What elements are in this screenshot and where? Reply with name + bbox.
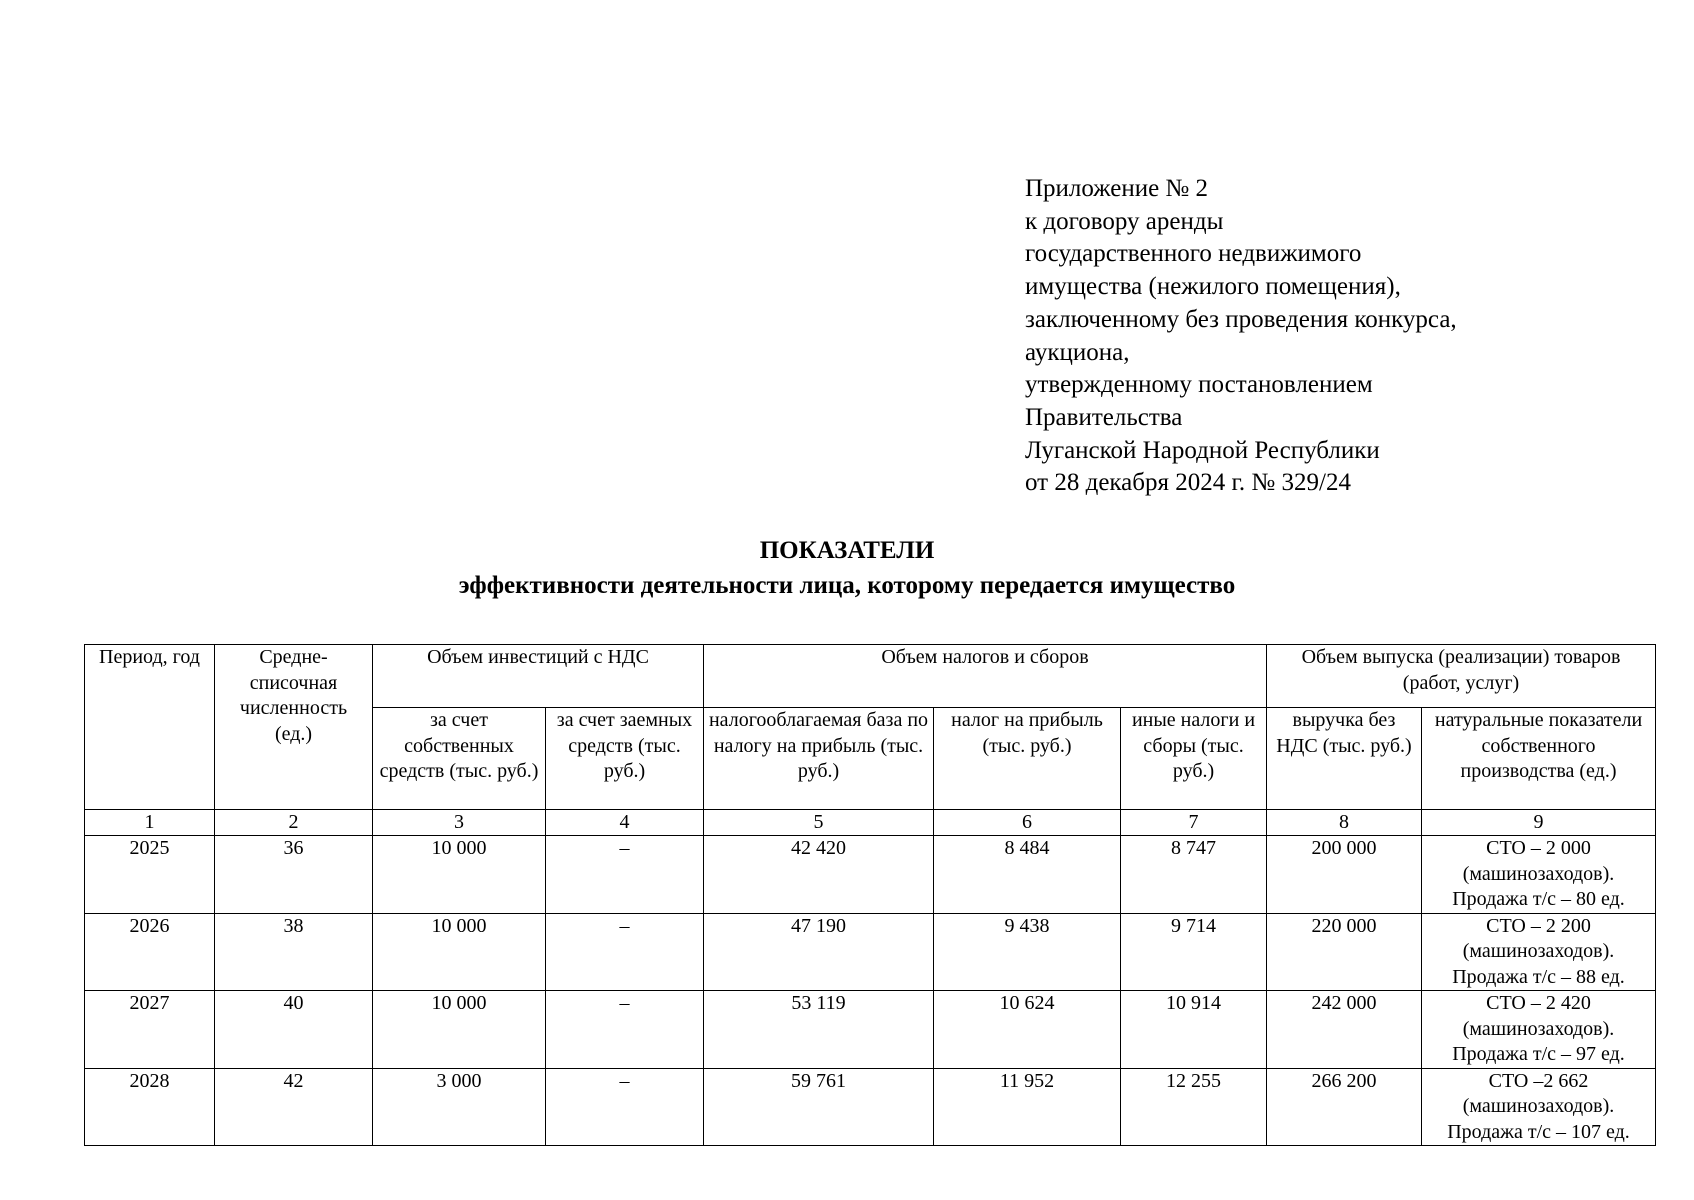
table-row bbox=[85, 836, 1656, 914]
header-investments: Объем инвестиций с НДС bbox=[373, 645, 704, 708]
natural-line: СТО –2 662 bbox=[1488, 1069, 1589, 1092]
cell-period: 2025 bbox=[85, 836, 215, 914]
cell-tax-base: 42 420 bbox=[704, 836, 934, 914]
column-number: 2 bbox=[215, 810, 373, 836]
cell-natural bbox=[1422, 836, 1656, 914]
cell-revenue: 220 000 bbox=[1267, 913, 1422, 991]
cell-tax-base: 53 119 bbox=[704, 991, 934, 1069]
cell-natural bbox=[1422, 1068, 1656, 1146]
cell-other-taxes: 12 255 bbox=[1121, 1068, 1267, 1146]
header-profit-tax: налог на прибыль (тыс. руб.) bbox=[934, 708, 1121, 810]
table-row bbox=[85, 1068, 1656, 1146]
cell-other-taxes: 9 714 bbox=[1121, 913, 1267, 991]
cell-borrowed-funds: – bbox=[546, 1068, 704, 1146]
header-taxes: Объем налогов и сборов bbox=[704, 645, 1267, 708]
natural-line: Продажа т/с – 97 ед. bbox=[1452, 1043, 1625, 1065]
natural-line: СТО – 2 200 bbox=[1486, 914, 1591, 937]
natural-line: СТО – 2 000 bbox=[1486, 837, 1591, 859]
table-row bbox=[85, 991, 1656, 1069]
column-number: 9 bbox=[1422, 810, 1656, 836]
cell-own-funds: 3 000 bbox=[373, 1068, 546, 1146]
cell-tax-base: 47 190 bbox=[704, 913, 934, 991]
title-subtitle: эффективности деятельности лица, которому передается имущество bbox=[458, 572, 1236, 599]
cell-natural bbox=[1422, 913, 1656, 991]
cell-own-funds: 10 000 bbox=[373, 836, 546, 914]
appendix-line: Правительства bbox=[1025, 403, 1183, 431]
column-number: 7 bbox=[1121, 810, 1267, 836]
header-natural: натуральные показатели собственного производства (ед.) bbox=[1422, 708, 1656, 810]
header-period: Период, год bbox=[85, 645, 215, 810]
cell-profit-tax: 10 624 bbox=[934, 991, 1121, 1069]
appendix-line: Луганской Народной Республики bbox=[1025, 436, 1380, 464]
column-number: 1 bbox=[85, 810, 215, 836]
natural-line: (машинозаходов). bbox=[1462, 940, 1615, 962]
appendix-block bbox=[1025, 173, 1457, 500]
cell-headcount: 36 bbox=[215, 836, 373, 914]
column-number: 3 bbox=[373, 810, 546, 836]
cell-borrowed-funds: – bbox=[546, 991, 704, 1069]
cell-headcount: 38 bbox=[215, 913, 373, 991]
column-number: 4 bbox=[546, 810, 704, 836]
appendix-line: от 28 декабря 2024 г. № 329/24 bbox=[1025, 469, 1351, 497]
cell-borrowed-funds: – bbox=[546, 836, 704, 914]
natural-line: (машинозаходов). bbox=[1462, 862, 1615, 885]
appendix-line: утвержденному постановлением bbox=[1025, 371, 1373, 399]
header-own-funds: за счет собственных средств (тыс. руб.) bbox=[373, 708, 546, 810]
cell-natural bbox=[1422, 991, 1656, 1069]
natural-line: (машинозаходов). bbox=[1462, 1017, 1615, 1040]
appendix-line: к договору аренды bbox=[1025, 207, 1224, 235]
appendix-line: аукциона, bbox=[1025, 338, 1130, 366]
cell-headcount: 40 bbox=[215, 991, 373, 1069]
cell-headcount: 42 bbox=[215, 1068, 373, 1146]
cell-profit-tax: 9 438 bbox=[934, 913, 1121, 991]
cell-other-taxes: 8 747 bbox=[1121, 836, 1267, 914]
cell-revenue: 200 000 bbox=[1267, 836, 1422, 914]
appendix-line: имущества (нежилого помещения), bbox=[1025, 273, 1401, 301]
column-number: 8 bbox=[1267, 810, 1422, 836]
cell-own-funds: 10 000 bbox=[373, 913, 546, 991]
appendix-line: государственного недвижимого bbox=[1025, 240, 1362, 268]
natural-line: Продажа т/с – 88 ед. bbox=[1452, 965, 1625, 988]
natural-line: Продажа т/с – 107 ед. bbox=[1447, 1120, 1630, 1143]
cell-period: 2027 bbox=[85, 991, 215, 1069]
cell-revenue: 242 000 bbox=[1267, 991, 1422, 1069]
document-title bbox=[0, 533, 1694, 603]
natural-line: СТО – 2 420 bbox=[1486, 992, 1591, 1014]
header-output: Объем выпуска (реализации) товаров (работ, услуг) bbox=[1267, 645, 1656, 708]
cell-revenue: 266 200 bbox=[1267, 1068, 1422, 1146]
title-main: ПОКАЗАТЕЛИ bbox=[759, 537, 935, 564]
natural-line: Продажа т/с – 80 ед. bbox=[1452, 888, 1625, 910]
header-headcount: Средне-списочная численность (ед.) bbox=[215, 645, 373, 810]
column-numbers-row bbox=[85, 810, 1656, 836]
header-revenue: выручка без НДС (тыс. руб.) bbox=[1267, 708, 1422, 810]
cell-profit-tax: 8 484 bbox=[934, 836, 1121, 914]
cell-other-taxes: 10 914 bbox=[1121, 991, 1267, 1069]
header-tax-base: налогооблагаемая база по налогу на прибыль (тыс. руб.) bbox=[704, 708, 934, 810]
column-number: 5 bbox=[704, 810, 934, 836]
appendix-line: заключенному без проведения конкурса, bbox=[1025, 305, 1457, 333]
cell-tax-base: 59 761 bbox=[704, 1068, 934, 1146]
cell-profit-tax: 11 952 bbox=[934, 1068, 1121, 1146]
column-number: 6 bbox=[934, 810, 1121, 836]
natural-line: (машинозаходов). bbox=[1462, 1095, 1615, 1117]
header-borrowed-funds: за счет заемных средств (тыс. руб.) bbox=[546, 708, 704, 810]
cell-own-funds: 10 000 bbox=[373, 991, 546, 1069]
header-other-taxes: иные налоги и сборы (тыс. руб.) bbox=[1121, 708, 1267, 810]
appendix-line: Приложение № 2 bbox=[1025, 175, 1209, 202]
indicators-table bbox=[84, 644, 1656, 1146]
cell-period: 2028 bbox=[85, 1068, 215, 1146]
table-row bbox=[85, 913, 1656, 991]
cell-borrowed-funds: – bbox=[546, 913, 704, 991]
cell-period: 2026 bbox=[85, 913, 215, 991]
